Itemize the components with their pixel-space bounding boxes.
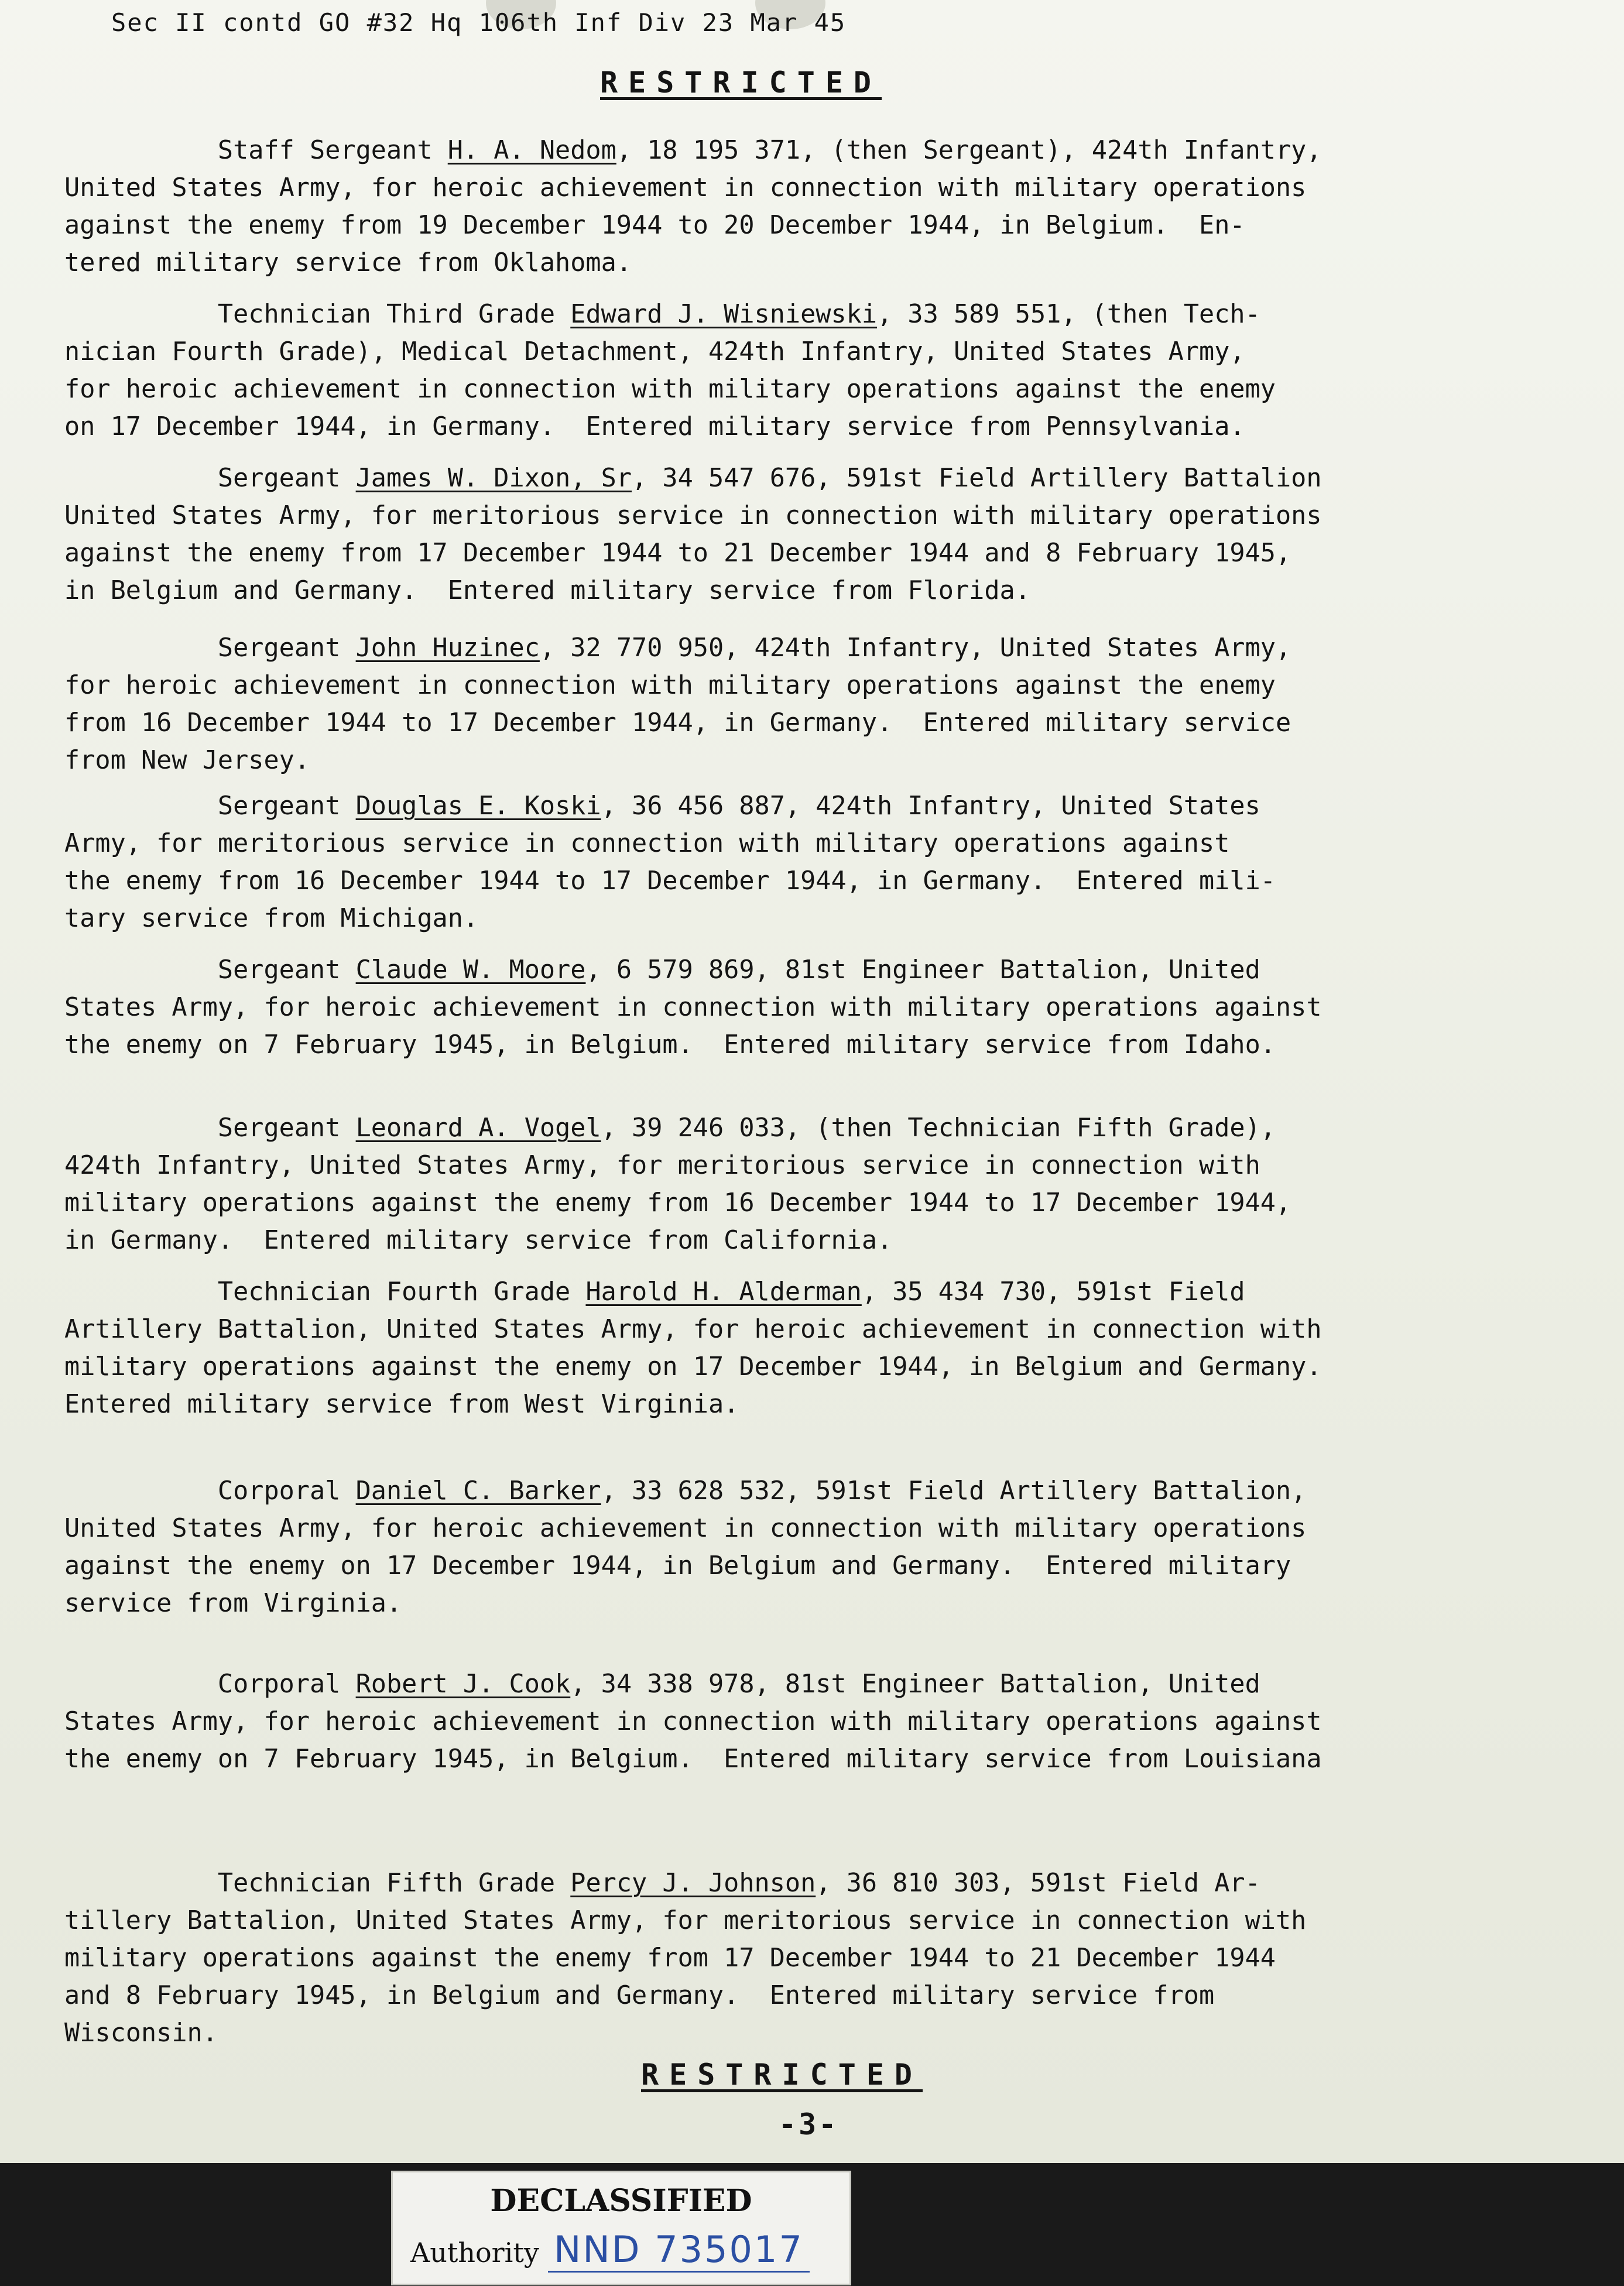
citation-line [64,1865,1610,1902]
citation-paragraph [64,460,1610,609]
citation-line [64,497,1610,534]
citation-text: , 18 195 371, (then Sergeant), 424th Infantry, [616,136,1322,165]
citation-text: Artillery Battalion, United States Army, for heroic achievement in connection with [64,1315,1322,1344]
citation-text: tary service from Michigan. [64,904,479,933]
citation-text: , 34 547 676, 591st Field Artillery Battalion [632,464,1322,493]
citation-text: , 33 589 551, (then Tech- [877,300,1260,329]
citation-text: , 36 456 887, 424th Infantry, United States [601,791,1260,821]
citation-line [64,2014,1610,2052]
citation-paragraph [64,1665,1610,1778]
citation-text: Sergeant [64,1113,356,1143]
citation-line [64,900,1610,937]
citation-paragraph [64,787,1610,937]
citation-line [64,787,1610,825]
citation-text: States Army, for heroic achievement in connection with military operations against [64,993,1322,1022]
citation-text: on 17 December 1944, in Germany. Entered military service from Pennsylvania. [64,412,1245,441]
stamp-title: DECLASSIFIED [490,2183,752,2219]
citation-text: for heroic achievement in connection with military operations against the enemy [64,375,1276,404]
recipient-name: Daniel C. Barker [355,1476,601,1506]
citation-line [64,1665,1610,1703]
citation-text: Technician Fifth Grade [64,1869,571,1898]
citation-line [64,667,1610,704]
citation-text: Corporal [64,1670,356,1699]
citation-paragraph [64,296,1610,445]
citation-line [64,207,1610,244]
citation-text: and 8 February 1945, in Belgium and Germany. Entered military service from [64,1981,1215,2010]
citation-paragraph [64,132,1610,282]
citation-text: against the enemy from 19 December 1944 to 20 December 1944, in Belgium. En- [64,211,1245,240]
recipient-name: James W. Dixon, Sr [355,464,632,493]
citation-text: , 35 434 730, 591st Field [861,1277,1245,1307]
citation-text: Technician Fourth Grade [64,1277,586,1307]
citation-line [64,1977,1610,2014]
recipient-name: Robert J. Cook [355,1670,571,1699]
citation-text: , 36 810 303, 591st Field Ar- [816,1869,1260,1898]
citation-text: nician Fourth Grade), Medical Detachment, 424th Infantry, United States Army, [64,337,1245,366]
citation-line [64,460,1610,497]
recipient-name: Douglas E. Koski [355,791,601,821]
citation-text: 424th Infantry, United States Army, for meritorious service in connection with [64,1151,1260,1180]
stamp-authority-number: NND 735017 [548,2228,810,2273]
citation-text: States Army, for heroic achievement in connection with military operations against [64,1707,1322,1736]
citation-line [64,742,1610,779]
citation-text: , 6 579 869, 81st Engineer Battalion, United [585,955,1260,985]
citation-line [64,408,1610,445]
citation-line [64,862,1610,900]
citation-line [64,1273,1610,1311]
citation-line [64,1585,1610,1622]
citation-line [64,1547,1610,1585]
citation-line [64,132,1610,169]
recipient-name: H. A. Nedom [447,136,616,165]
citation-text: the enemy on 7 February 1945, in Belgium. Entered military service from Idaho. [64,1030,1276,1060]
citation-text: tillery Battalion, United States Army, for meritorious service in connection with [64,1906,1307,1935]
recipient-name: John Huzinec [355,633,540,663]
citation-line [64,1026,1610,1064]
citation-text: Sergeant [64,464,356,493]
citation-line [64,989,1610,1026]
citation-text: in Germany. Entered military service from California. [64,1226,893,1255]
citation-text: from New Jersey. [64,746,310,775]
stamp-authority-label: Authority [410,2237,539,2268]
citation-text: tered military service from Oklahoma. [64,248,632,277]
citation-line [64,1939,1610,1977]
citation-line [64,333,1610,371]
citation-text: United States Army, for heroic achievement in connection with military operations [64,173,1307,203]
citation-text: , 39 246 033, (then Technician Fifth Grade), [601,1113,1276,1143]
citation-text: Sergeant [64,791,356,821]
citation-line [64,1147,1610,1184]
citation-paragraph [64,951,1610,1064]
citation-line [64,371,1610,408]
citation-line [64,572,1610,609]
citation-text: Technician Third Grade [64,300,571,329]
recipient-name: Percy J. Johnson [570,1869,816,1898]
citation-text: service from Virginia. [64,1589,402,1618]
citation-text: , 32 770 950, 424th Infantry, United States Army, [539,633,1291,663]
citation-text: Wisconsin. [64,2018,218,2048]
citation-paragraph [64,1472,1610,1622]
recipient-name: Leonard A. Vogel [355,1113,601,1143]
document-header: Sec II contd GO #32 Hq 106th Inf Div 23 Mar 45 [111,8,847,37]
citation-line [64,1386,1610,1423]
citation-paragraph [64,1273,1610,1423]
citation-line [64,1109,1610,1147]
citation-line [64,244,1610,282]
citation-paragraph [64,629,1610,779]
citation-line [64,1510,1610,1547]
citation-text: Sergeant [64,955,356,985]
citation-text: , 34 338 978, 81st Engineer Battalion, United [570,1670,1260,1699]
citation-line [64,534,1610,572]
citation-text: Sergeant [64,633,356,663]
citation-text: the enemy from 16 December 1944 to 17 December 1944, in Germany. Entered mili- [64,866,1276,896]
page-number: -3- [779,2107,839,2141]
citation-line [64,1348,1610,1386]
citation-line [64,1703,1610,1740]
recipient-name: Harold H. Alderman [585,1277,862,1307]
citation-paragraph [64,1865,1610,2052]
citation-text: Corporal [64,1476,356,1506]
citation-text: Entered military service from West Virginia. [64,1390,739,1419]
citation-text: Army, for meritorious service in connection with military operations against [64,829,1230,858]
citation-line [64,1184,1610,1222]
citation-text: Staff Sergeant [64,136,448,165]
citation-text: the enemy on 7 February 1945, in Belgium. Entered military service from Louisiana [64,1745,1322,1774]
citation-text: , 33 628 532, 591st Field Artillery Battalion, [601,1476,1307,1506]
classification-marking-bottom: RESTRICTED [641,2058,923,2092]
citation-line [64,169,1610,207]
citation-line [64,704,1610,742]
citation-line [64,296,1610,333]
citation-line [64,825,1610,862]
citation-paragraph [64,1109,1610,1259]
citation-line [64,1222,1610,1259]
citation-line [64,1311,1610,1348]
citation-text: against the enemy from 17 December 1944 to 21 December 1944 and 8 February 1945, [64,539,1291,568]
citation-text: military operations against the enemy from 16 December 1944 to 17 December 1944, [64,1188,1291,1218]
citation-line [64,1902,1610,1939]
citation-text: United States Army, for meritorious service in connection with military operations [64,501,1322,530]
citation-text: in Belgium and Germany. Entered military service from Florida. [64,576,1030,605]
citation-text: from 16 December 1944 to 17 December 1944, in Germany. Entered military service [64,708,1291,738]
recipient-name: Edward J. Wisniewski [570,300,878,329]
citation-text: military operations against the enemy from 17 December 1944 to 21 December 1944 [64,1944,1276,1973]
citation-text: against the enemy on 17 December 1944, in Belgium and Germany. Entered military [64,1551,1291,1581]
recipient-name: Claude W. Moore [355,955,586,985]
citation-line [64,1740,1610,1778]
citation-line [64,1472,1610,1510]
citation-text: for heroic achievement in connection with military operations against the enemy [64,671,1276,700]
classification-marking-top: RESTRICTED [600,66,882,100]
declassified-stamp [391,2171,851,2285]
citation-line [64,629,1610,667]
citation-text: military operations against the enemy on 17 December 1944, in Belgium and Germany. [64,1352,1322,1382]
citation-text: United States Army, for heroic achievement in connection with military operations [64,1514,1307,1543]
citation-line [64,951,1610,989]
